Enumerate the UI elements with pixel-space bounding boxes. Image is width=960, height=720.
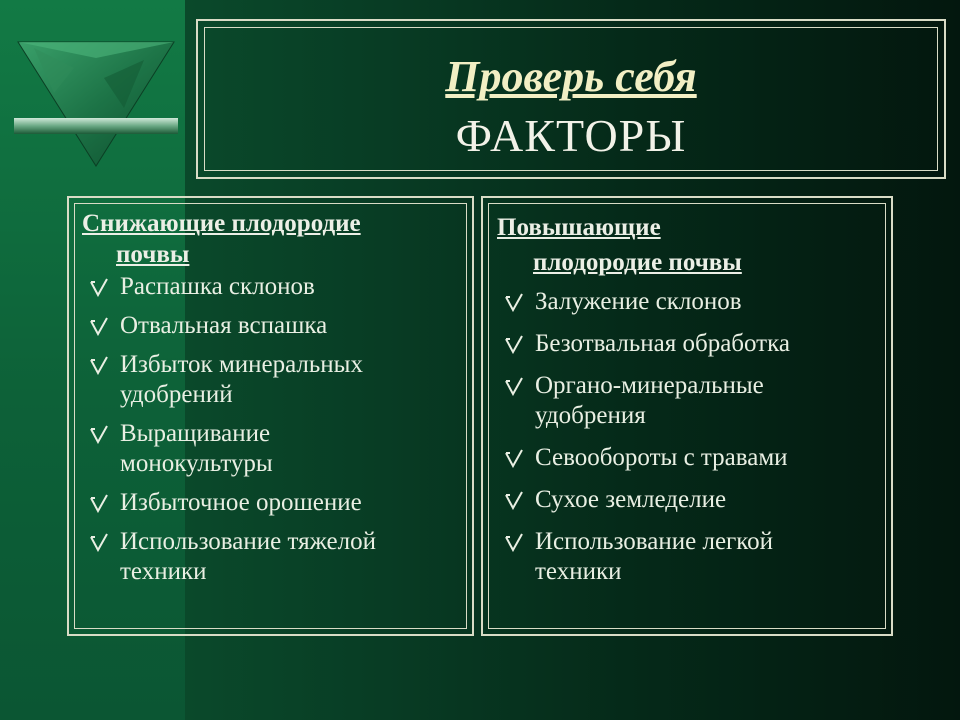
check-icon: [89, 493, 109, 513]
item-text: Использование тяжелой: [120, 528, 376, 555]
item-text: монокультуры: [120, 450, 273, 477]
check-icon: [504, 334, 524, 354]
check-icon: [89, 316, 109, 336]
item-text: удобрений: [120, 381, 233, 408]
check-icon: [504, 490, 524, 510]
list-item: [82, 311, 376, 341]
heading-line: Снижающие плодородие: [82, 210, 361, 237]
check-icon: [504, 292, 524, 312]
check-icon: [89, 532, 109, 552]
item-text: Отвальная вспашка: [120, 312, 328, 339]
increasing-factors-heading: [497, 210, 742, 280]
decreasing-factors-heading: [82, 208, 361, 270]
item-text: удобрения: [535, 402, 646, 429]
list-item: [497, 527, 790, 587]
list-item: [497, 329, 790, 359]
title-box: [196, 19, 946, 179]
item-text: техники: [120, 558, 207, 585]
item-text: Залужение склонов: [535, 288, 742, 315]
item-text: техники: [535, 558, 622, 585]
check-icon: [504, 532, 524, 552]
check-icon: [89, 424, 109, 444]
item-text: Распашка склонов: [120, 273, 315, 300]
list-item: [497, 287, 790, 317]
item-text: Избыточное орошение: [120, 489, 362, 516]
list-item: [82, 419, 376, 479]
increasing-factors-panel: [481, 196, 893, 636]
list-item: [82, 350, 376, 410]
decreasing-factors-panel: [67, 196, 474, 636]
item-text: Сухое земледелие: [535, 486, 727, 513]
list-item: [497, 371, 790, 431]
check-icon: [89, 355, 109, 375]
check-icon: [89, 277, 109, 297]
item-text: Выращивание: [120, 420, 271, 447]
check-icon: [504, 448, 524, 468]
increasing-factors-list: [497, 287, 790, 587]
item-text: Избыток минеральных: [120, 351, 363, 378]
check-icon: [504, 376, 524, 396]
slide-title: Проверь себя: [445, 52, 697, 101]
list-item: [82, 488, 376, 518]
item-text: Безотвальная обработка: [535, 330, 790, 357]
item-text: Использование легкой: [535, 528, 774, 555]
list-item: [82, 527, 376, 587]
green-triangle-logo-icon: [14, 38, 178, 170]
heading-line: почвы: [116, 241, 190, 268]
item-text: Органо-минеральные: [535, 372, 764, 399]
heading-line: Повышающие: [497, 214, 661, 241]
heading-line: плодородие почвы: [533, 249, 742, 276]
item-text: Севообороты с травами: [535, 444, 788, 471]
slide-subtitle: ФАКТОРЫ: [455, 110, 687, 161]
list-item: [497, 485, 790, 515]
list-item: [497, 443, 790, 473]
decreasing-factors-list: [82, 272, 376, 587]
list-item: [82, 272, 376, 302]
